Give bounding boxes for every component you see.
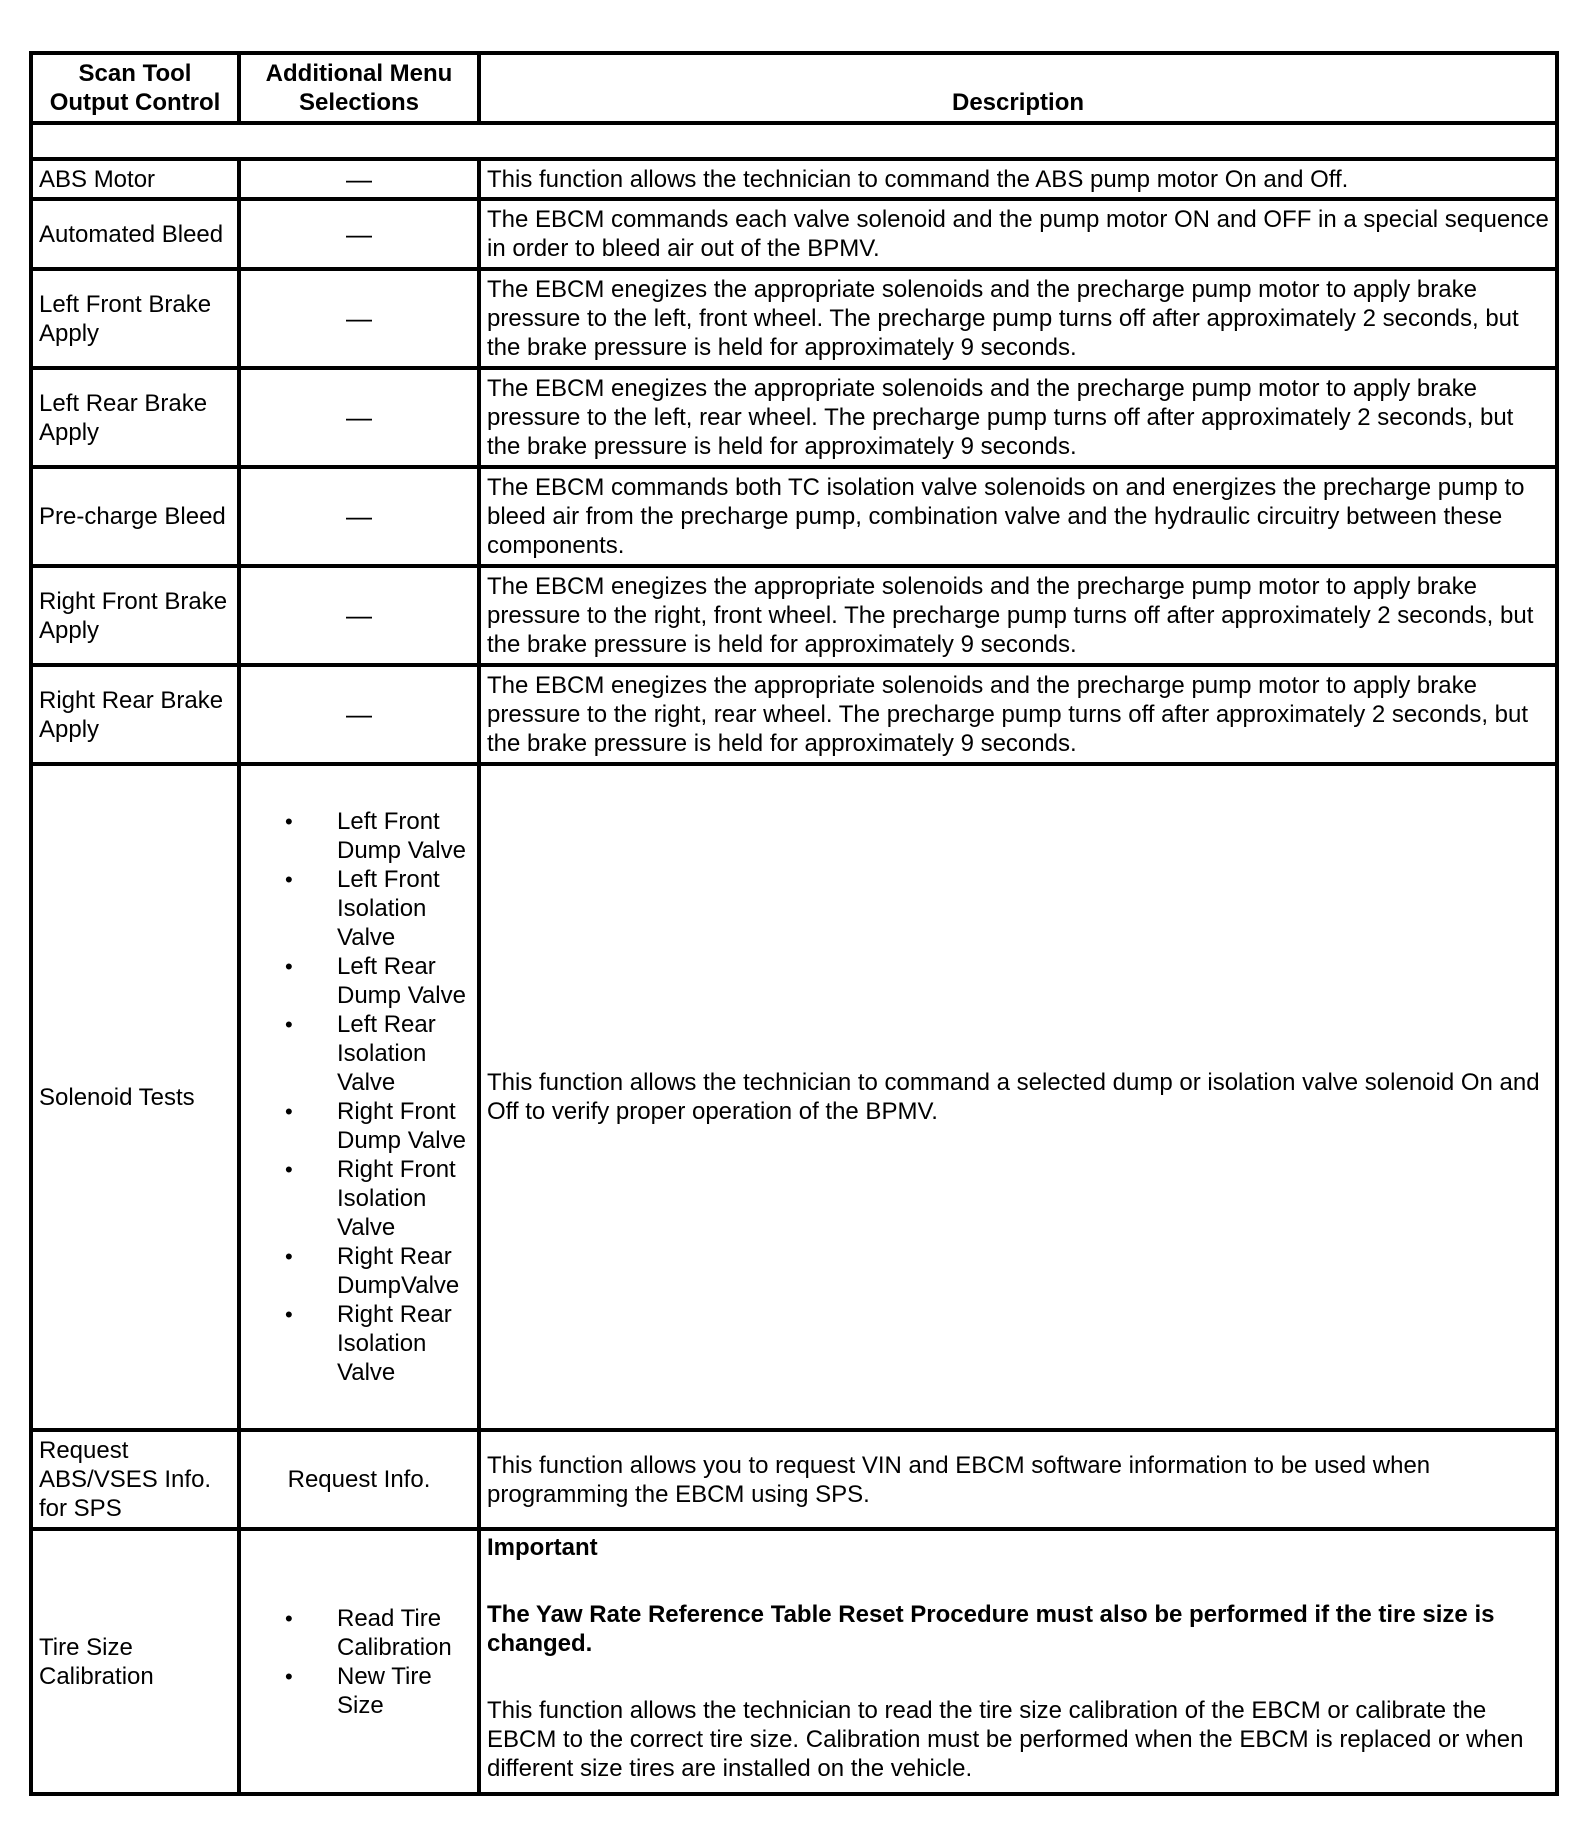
description-cell: This function allows you to request VIN and EBCM software information to be used when programming the EBCM using SPS. <box>479 1430 1557 1529</box>
menu-cell: — <box>239 566 479 665</box>
list-item: • Right Front Dump Valve <box>285 1097 471 1155</box>
description-cell: This function allows the technician to command the ABS pump motor On and Off. <box>479 159 1557 199</box>
table-row-tire <box>31 1529 1557 1794</box>
tire-description: This function allows the technician to read the tire size calibration of the EBCM or calibrate the EBCM to the correct tire size. Calibration must be performed when the EBCM is replaced or when different size tires are installed on the vehicle. <box>487 1697 1524 1782</box>
table-row-request <box>31 1430 1557 1529</box>
description-cell: This function allows the technician to command a selected dump or isolation valve solenoid On and Off to verify proper operation of the BPMV. <box>479 764 1557 1430</box>
table-row <box>31 269 1557 368</box>
list-item: • Left Rear Dump Valve <box>285 952 471 1010</box>
list-item: • Left Front Isolation Valve <box>285 865 471 952</box>
table-row <box>31 159 1557 199</box>
table-row <box>31 566 1557 665</box>
header-row <box>31 53 1557 123</box>
menu-cell: — <box>239 467 479 566</box>
important-label: Important <box>487 1534 598 1561</box>
table-row <box>31 199 1557 269</box>
description-cell: The EBCM commands each valve solenoid and the pump motor ON and OFF in a special sequence in order to bleed air out of the BPMV. <box>479 199 1557 269</box>
spacer-row <box>31 123 1557 159</box>
menu-cell <box>239 1529 479 1794</box>
solenoid-menu-list <box>247 807 471 1387</box>
menu-cell: Request Info. <box>239 1430 479 1529</box>
table-row <box>31 665 1557 764</box>
header-menu-selections: Additional Menu Selections <box>239 53 479 123</box>
menu-cell: — <box>239 665 479 764</box>
list-item: • Right Rear DumpValve <box>285 1242 471 1300</box>
description-cell: The EBCM commands both TC isolation valve solenoids on and energizes the precharge pump to bleed air from the precharge pump, combination valve and the hydraulic circuitry between these components. <box>479 467 1557 566</box>
menu-cell <box>239 764 479 1430</box>
list-item: • Right Rear Isolation Valve <box>285 1300 471 1387</box>
description-cell: The EBCM enegizes the appropriate solenoids and the precharge pump motor to apply brake pressure to the left, rear wheel. The precharge pump turns off after approximately 2 seconds, but the brake pressure is held for approximately 9 seconds. <box>479 368 1557 467</box>
menu-cell: — <box>239 368 479 467</box>
control-cell: Request ABS/VSES Info. for SPS <box>31 1430 239 1529</box>
table-row-solenoid <box>31 764 1557 1430</box>
control-cell: Right Rear Brake Apply <box>31 665 239 764</box>
description-cell <box>479 1529 1557 1794</box>
table-row <box>31 467 1557 566</box>
list-item: • Read Tire Calibration <box>285 1604 471 1662</box>
control-cell: Solenoid Tests <box>31 764 239 1430</box>
menu-cell: — <box>239 159 479 199</box>
list-item: • New Tire Size <box>285 1662 471 1720</box>
output-control-table <box>29 51 1559 1796</box>
spacer-cell <box>31 123 1557 159</box>
control-cell: ABS Motor <box>31 159 239 199</box>
important-text: The Yaw Rate Reference Table Reset Procedure must also be performed if the tire size is changed. <box>487 1601 1495 1657</box>
menu-cell: — <box>239 269 479 368</box>
header-scan-tool: Scan Tool Output Control <box>31 53 239 123</box>
tire-menu-list <box>247 1604 471 1720</box>
description-cell: The EBCM enegizes the appropriate solenoids and the precharge pump motor to apply brake pressure to the right, rear wheel. The precharge pump turns off after approximately 2 seconds, but the brake pressure is held for approximately 9 seconds. <box>479 665 1557 764</box>
control-cell: Pre-charge Bleed <box>31 467 239 566</box>
list-item: • Left Front Dump Valve <box>285 807 471 865</box>
header-description: Description <box>479 53 1557 123</box>
control-cell: Right Front Brake Apply <box>31 566 239 665</box>
control-cell: Tire Size Calibration <box>31 1529 239 1794</box>
list-item: • Left Rear Isolation Valve <box>285 1010 471 1097</box>
description-cell: The EBCM enegizes the appropriate solenoids and the precharge pump motor to apply brake pressure to the left, front wheel. The precharge pump turns off after approximately 2 seconds, but the brake pressure is held for approximately 9 seconds. <box>479 269 1557 368</box>
control-cell: Left Front Brake Apply <box>31 269 239 368</box>
description-cell: The EBCM enegizes the appropriate solenoids and the precharge pump motor to apply brake pressure to the right, front wheel. The precharge pump turns off after approximately 2 seconds, but the brake pressure is held for approximately 9 seconds. <box>479 566 1557 665</box>
control-cell: Automated Bleed <box>31 199 239 269</box>
table-row <box>31 368 1557 467</box>
control-cell: Left Rear Brake Apply <box>31 368 239 467</box>
list-item: • Right Front Isolation Valve <box>285 1155 471 1242</box>
menu-cell: — <box>239 199 479 269</box>
